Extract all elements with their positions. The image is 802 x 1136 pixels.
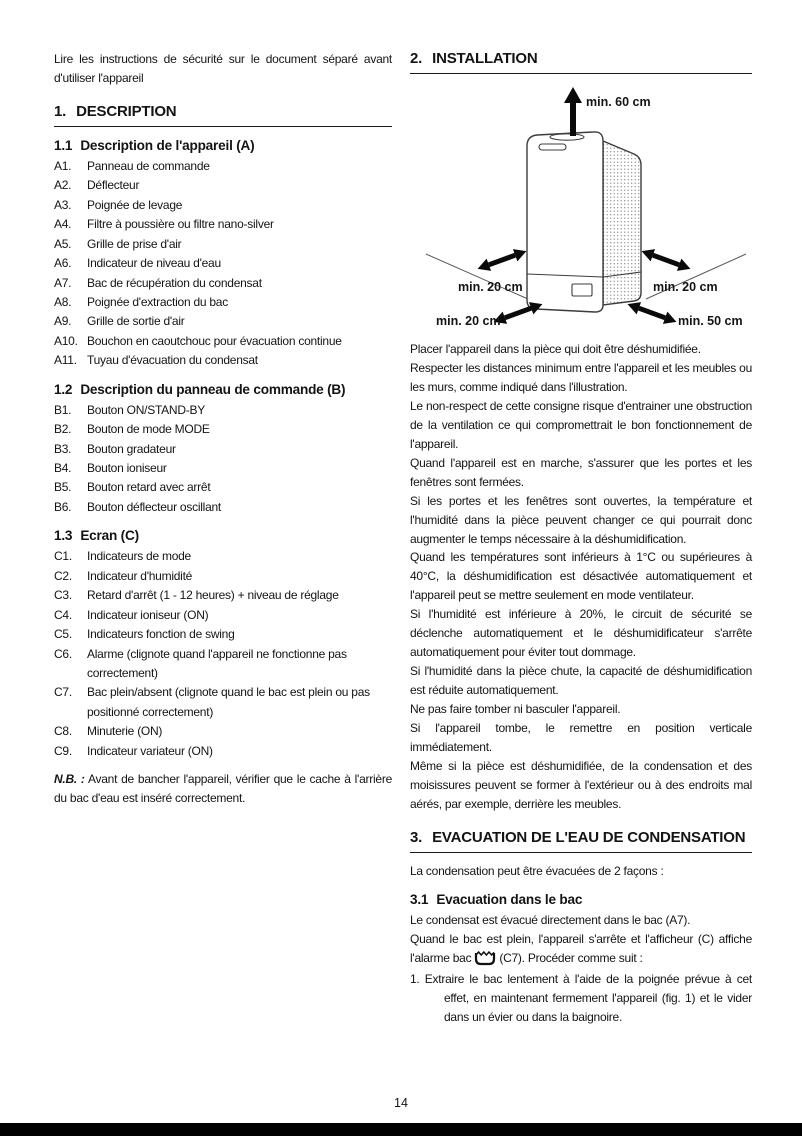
list-item — [54, 215, 392, 234]
list-item — [54, 157, 392, 176]
item-id: B1. — [54, 402, 72, 417]
item-id: A7. — [54, 275, 72, 290]
step-text: Extraire le bac lentement à l'aide de la poignée prévue à cet effet, en maintenant fermement l'appareil (fig. 1) et le vider dans un évier ou dans la baignoire. — [424, 971, 752, 1024]
item-id: B6. — [54, 499, 72, 514]
item-text: Alarme (clignote quand l'appareil ne fonctionne pas correctement) — [87, 646, 347, 680]
item-id: A2. — [54, 178, 72, 193]
subsection-number: 1.3 — [54, 528, 73, 544]
control-strip — [539, 144, 566, 150]
section-number: 1. — [54, 102, 67, 120]
appliance-parts-list — [54, 157, 392, 371]
item-id: A11. — [54, 353, 77, 368]
paragraph: Si l'appareil tombe, le remettre en position verticale immédiatement. — [410, 721, 752, 755]
item-id: A1. — [54, 158, 72, 173]
item-text: Bouton gradateur — [87, 441, 176, 456]
item-text: Bouton retard avec arrêt — [87, 480, 211, 495]
paragraph-text: (C7). Procéder comme suit : — [499, 950, 643, 965]
item-id: A9. — [54, 314, 72, 329]
item-text: Indicateurs de mode — [87, 549, 191, 564]
nb-label: N.B. : — [54, 772, 85, 787]
list-item — [54, 176, 392, 195]
item-text: Indicateur de niveau d'eau — [87, 256, 221, 271]
label-top: min. 60 cm — [586, 95, 651, 109]
item-text: Bouton de mode MODE — [87, 422, 210, 437]
subsection-title: Description de l'appareil (A) — [80, 137, 255, 153]
label-bottom-left: min. 20 cm — [436, 314, 501, 328]
list-item — [54, 332, 392, 351]
paragraph: Ne pas faire tomber ni basculer l'appareil. — [410, 702, 621, 717]
item-text: Bac de récupération du condensat — [87, 275, 262, 290]
section-title: INSTALLATION — [432, 50, 538, 67]
section-title: EVACUATION DE L'EAU DE CONDENSATION — [432, 828, 746, 846]
section-number: 3. — [410, 828, 423, 846]
label-bottom-right: min. 50 cm — [678, 314, 743, 328]
item-id: C9. — [54, 743, 72, 758]
subsection-1-1-heading — [54, 138, 392, 153]
tank-full-icon — [471, 951, 499, 965]
arrow-bottom-right — [625, 298, 678, 328]
item-text: Bac plein/absent (clignote quand le bac est plein ou pas positionné correctement) — [87, 685, 370, 719]
nb-text: Avant de bancher l'appareil, vérifier que le cache à l'arrière du bac d'eau est inséré correctement. — [54, 772, 392, 806]
list-item — [54, 235, 392, 254]
paragraph: Quand l'appareil est en marche, s'assurer que les portes et les fenêtres sont fermées. — [410, 455, 752, 489]
item-id: C8. — [54, 724, 72, 739]
list-item — [54, 606, 392, 625]
subsection-number: 1.2 — [54, 381, 73, 397]
item-id: B5. — [54, 480, 72, 495]
list-item — [54, 440, 392, 459]
arrow-top — [564, 87, 582, 136]
item-text: Bouton déflecteur oscillant — [87, 499, 222, 514]
nb-note — [54, 770, 392, 808]
arrow-left — [475, 245, 528, 275]
item-id: C4. — [54, 607, 72, 622]
list-item — [54, 254, 392, 273]
list-item — [54, 586, 392, 605]
item-id: A6. — [54, 256, 72, 271]
item-text: Indicateurs fonction de swing — [87, 627, 235, 642]
label-left: min. 20 cm — [458, 280, 523, 294]
item-text: Indicateur variateur (ON) — [87, 743, 213, 758]
list-item — [54, 312, 392, 331]
list-item — [54, 742, 392, 761]
list-item — [54, 498, 392, 517]
item-id: C3. — [54, 588, 72, 603]
item-text: Indicateur ioniseur (ON) — [87, 607, 209, 622]
paragraph: Placer l'appareil dans la pièce qui doit être déshumidifiée. — [410, 342, 701, 356]
list-item — [54, 351, 392, 370]
list-item — [54, 274, 392, 293]
right-column — [410, 50, 752, 1027]
label-right: min. 20 cm — [653, 280, 718, 294]
display-list — [54, 547, 392, 761]
item-id: C1. — [54, 549, 72, 564]
subsection-number: 1.1 — [54, 137, 73, 153]
subsection-1-3-heading — [54, 528, 392, 543]
section-title: DESCRIPTION — [76, 102, 177, 120]
subsection-title: Evacuation dans le bac — [436, 891, 583, 907]
subsection-1-2-heading — [54, 382, 392, 397]
list-item — [54, 722, 392, 741]
control-panel-list — [54, 401, 392, 518]
paragraph-with-icon — [410, 930, 752, 968]
dehumidifier-illustration — [527, 132, 641, 312]
item-text: Poignée d'extraction du bac — [87, 294, 228, 309]
item-text: Déflecteur — [87, 178, 140, 193]
list-item — [54, 401, 392, 420]
paragraph: Le condensat est évacué directement dans le bac (A7). — [410, 912, 691, 927]
paragraph: Si l'humidité dans la pièce chute, la capacité de déshumidification est réduite automatiquement. — [410, 664, 752, 698]
step-number: 1. — [410, 971, 420, 986]
item-text: Filtre à poussière ou filtre nano-silver — [87, 217, 274, 232]
item-text: Panneau de commande — [87, 158, 210, 173]
item-id: B3. — [54, 441, 72, 456]
section-3-intro: La condensation peut être évacuées de 2 façons : — [410, 863, 664, 878]
side-grille — [603, 141, 641, 305]
section-2-heading — [410, 50, 752, 74]
water-level-window — [572, 284, 592, 296]
numbered-step — [410, 970, 752, 1027]
item-text: Grille de prise d'air — [87, 236, 182, 251]
item-id: C6. — [54, 646, 72, 661]
item-id: A3. — [54, 197, 72, 212]
subsection-title: Description du panneau de commande (B) — [80, 381, 346, 397]
item-text: Bouton ON/STAND-BY — [87, 402, 205, 417]
subsection-title: Ecran (C) — [80, 528, 139, 544]
item-id: A5. — [54, 236, 72, 251]
list-item — [54, 459, 392, 478]
list-item — [54, 567, 392, 586]
subsection-number: 3.1 — [410, 891, 429, 907]
list-item — [54, 420, 392, 439]
list-item — [54, 293, 392, 312]
arrow-right — [639, 245, 692, 275]
subsection-3-1-heading — [410, 892, 752, 907]
item-id: C2. — [54, 568, 72, 583]
item-id: B4. — [54, 461, 72, 476]
item-id: C5. — [54, 627, 72, 642]
paragraph: Même si la pièce est déshumidifiée, de la condensation et des moisissures peuvent se former à l'extérieur ou à des endroits mal aérés, par exemple, derrière les meubles. — [410, 758, 752, 811]
list-item — [54, 683, 392, 722]
item-text: Bouton ioniseur — [87, 461, 167, 476]
paragraph: Si les portes et les fenêtres sont ouvertes, la température et l'humidité dans la pièce peuvent changer ce qui pourrait donc augmenter le temps nécessaire à la déshumidification. — [410, 493, 752, 546]
item-id: A10. — [54, 333, 78, 348]
item-id: A8. — [54, 294, 72, 309]
item-text: Tuyau d'évacuation du condensat — [87, 353, 258, 368]
item-id: B2. — [54, 422, 72, 437]
paragraph: Respecter les distances minimum entre l'appareil et les meubles ou les murs, comme indiqué dans l'illustration. — [410, 360, 752, 394]
paragraph: Le non-respect de cette consigne risque d'entrainer une obstruction de la ventilation ce qui compromettrait le bon fonctionnement de l'appareil. — [410, 398, 752, 451]
page-number: 14 — [394, 1096, 408, 1110]
left-column — [54, 50, 392, 808]
intro-paragraph: Lire les instructions de sécurité sur le document séparé avant d'utiliser l'appareil — [54, 52, 392, 85]
item-text: Poignée de levage — [87, 197, 183, 212]
item-text: Grille de sortie d'air — [87, 314, 185, 329]
section-1-heading — [54, 103, 392, 127]
item-text: Bouchon en caoutchouc pour évacuation continue — [87, 333, 342, 348]
paragraph-text: Quand le bac est plein, l'appareil s'arrête et l'afficheur (C) affiche l'alarme bac — [410, 931, 752, 965]
section-number: 2. — [410, 50, 423, 67]
item-text: Retard d'arrêt (1 - 12 heures) + niveau de réglage — [87, 588, 339, 603]
paragraph: Si l'humidité est inférieure à 20%, le circuit de sécurité se déclenche automatiquement et le déshumidificateur s'arrête automatiquement pour éviter tout dommage. — [410, 607, 752, 660]
lifting-handle — [550, 134, 584, 140]
item-text: Minuterie (ON) — [87, 724, 163, 739]
list-item — [54, 478, 392, 497]
item-id: A4. — [54, 217, 72, 232]
section-3-heading — [410, 829, 752, 853]
item-text: Indicateur d'humidité — [87, 568, 193, 583]
list-item — [54, 625, 392, 644]
list-item — [54, 547, 392, 566]
list-item — [54, 645, 392, 684]
installation-clearance-diagram — [410, 84, 752, 336]
paragraph: Quand les températures sont inférieurs à 1°C ou supérieures à 40°C, la déshumidification est désactivée automatiquement et l'appareil peut se mettre seulement en mode ventilateur. — [410, 550, 752, 603]
bottom-print-bar — [0, 1123, 802, 1136]
list-item — [54, 196, 392, 215]
item-id: C7. — [54, 685, 72, 700]
